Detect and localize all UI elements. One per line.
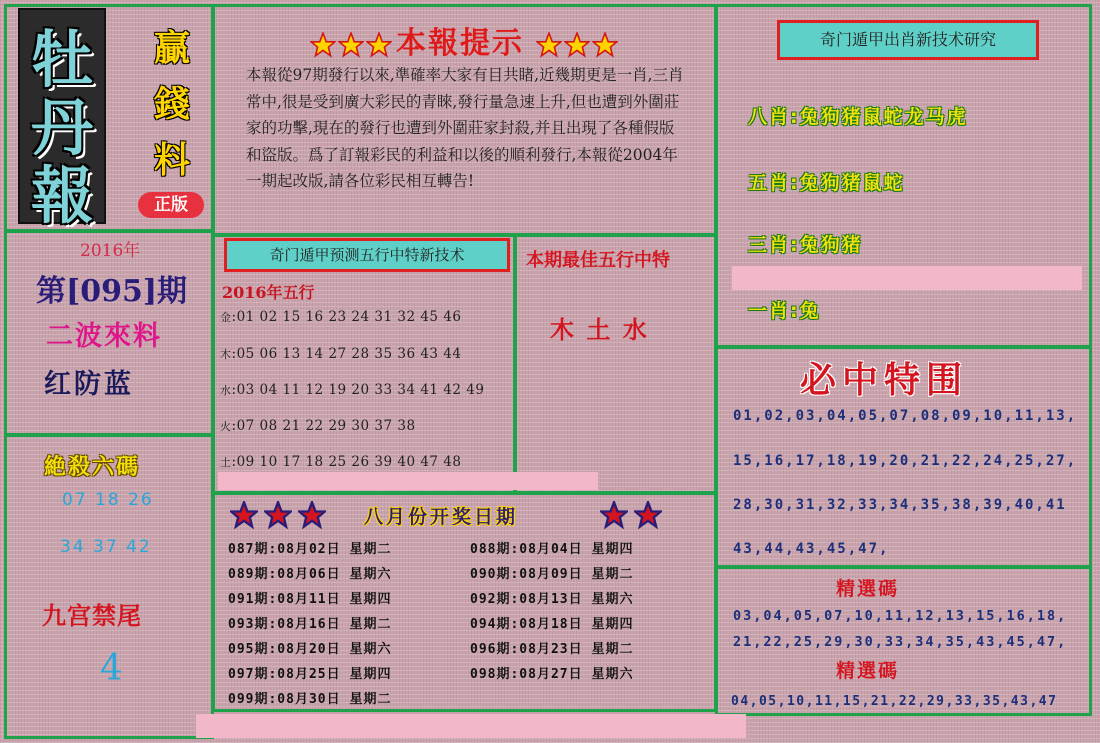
draw-date: 093期:08月16日 星期二 — [228, 617, 392, 632]
selected-line: 03,04,05,07,10,11,12,13,15,16,18, — [733, 608, 1068, 624]
wuxing-row-fire: 火:07 08 21 22 29 30 37 38 — [220, 418, 416, 434]
wuxing-numbers: 01 02 15 16 23 24 31 32 45 46 — [236, 309, 462, 325]
pink-strip — [218, 472, 598, 490]
star-icon — [338, 32, 364, 58]
draw-date: 094期:08月18日 星期四 — [470, 617, 634, 632]
selected-title-1: 精選碼 — [836, 578, 900, 600]
palace-digit: 4 — [100, 648, 123, 689]
logo-char-3: 報 — [30, 159, 93, 232]
wave-pick: 红防蓝 — [44, 369, 134, 400]
special-line: 43,44,43,45,47, — [733, 541, 890, 557]
wuxing-row-water: 水:03 04 11 12 19 20 33 34 41 42 49 — [220, 382, 485, 398]
side-char-1: 贏 — [153, 27, 190, 69]
star-icon — [592, 32, 618, 58]
star-icon — [230, 501, 258, 529]
zodiac-one: 一肖:兔 — [748, 300, 821, 322]
special-line: 01,02,03,04,05,07,08,09,10,11,13, — [733, 408, 1078, 424]
wuxing-element: 金 — [220, 311, 232, 324]
notice-title-row — [310, 18, 620, 62]
wuxing-numbers: 03 04 11 12 19 20 33 34 41 42 49 — [236, 382, 485, 398]
palace-title: 九宫禁尾 — [42, 602, 142, 630]
wuxing-numbers: 09 10 17 18 25 26 39 40 47 48 — [236, 454, 462, 470]
wuxing-numbers: 07 08 21 22 29 30 37 38 — [236, 418, 416, 434]
wuxing-element: 水 — [220, 384, 232, 397]
year-label: 2016年 — [80, 241, 141, 261]
best-wuxing-pick: 木 土 水 — [550, 315, 649, 344]
logo-char-2: 丹 — [30, 91, 93, 164]
draw-date: 097期:08月25日 星期四 — [228, 667, 392, 682]
notice-body: 本報從97期發行以來,準確率大家有目共睹,近幾期更是一肖,三肖常中,很是受到廣大彩民的青睞,發行量急速上升,但也遭到外圍莊家的功擊,現在的發行也遭到外圍莊家封殺,并且出現了各種假版和盜版。爲了訂報彩民的利益和以後的順利發行,本報從2004年一期起改版,請各位彩民相互轉告! — [246, 66, 684, 190]
genuine-badge: 正版 — [138, 192, 204, 218]
star-icon — [310, 32, 336, 58]
star-icon — [600, 501, 628, 529]
draw-date: 089期:08月06日 星期六 — [228, 567, 392, 582]
star-icon — [366, 32, 392, 58]
wuxing-element: 火 — [220, 420, 232, 433]
wuxing-year-label: 2016年五行 — [222, 283, 315, 302]
zodiac-three: 三肖:兔狗猪 — [748, 234, 863, 256]
panel-best — [514, 234, 717, 494]
logo — [18, 8, 106, 232]
draw-date: 088期:08月04日 星期四 — [470, 542, 634, 557]
zodiac-five: 五肖:兔狗猪鼠蛇 — [748, 172, 905, 194]
notice-title: 本報提示 — [396, 26, 524, 61]
selected-title-2: 精選碼 — [836, 660, 900, 682]
star-icon — [536, 32, 562, 58]
wuxing-numbers: 05 06 13 14 27 28 35 36 43 44 — [236, 346, 462, 362]
star-icon — [634, 501, 662, 529]
pink-strip — [196, 714, 746, 738]
draw-date: 099期:08月30日 星期二 — [228, 692, 392, 707]
kill-numbers-1: 07 18 26 — [62, 490, 154, 510]
best-wuxing-title: 本期最佳五行中特 — [526, 250, 670, 271]
special-title: 必中特围 — [800, 359, 969, 401]
kill-title: 絶殺六碼 — [44, 455, 141, 480]
draw-date: 087期:08月02日 星期二 — [228, 542, 392, 557]
draw-date: 095期:08月20日 星期六 — [228, 642, 392, 657]
selected-line: 04,05,10,11,15,21,22,29,33,35,43,47 — [731, 694, 1058, 709]
draw-date: 098期:08月27日 星期六 — [470, 667, 634, 682]
wuxing-tech-title: 奇门遁甲预测五行中特新技术 — [224, 238, 510, 272]
draw-date: 096期:08月23日 星期二 — [470, 642, 634, 657]
selected-line: 21,22,25,29,30,33,34,35,43,45,47, — [733, 634, 1068, 650]
star-icon — [564, 32, 590, 58]
star-icon — [298, 501, 326, 529]
side-char-2: 錢 — [153, 83, 190, 125]
issue-number: 第[095]期 — [36, 274, 188, 309]
logo-char-1: 牡 — [30, 23, 93, 96]
wave-title: 二波來料 — [46, 321, 162, 352]
draw-date: 091期:08月11日 星期四 — [228, 592, 392, 607]
draw-date: 092期:08月13日 星期六 — [470, 592, 634, 607]
kill-numbers-2: 34 37 42 — [60, 537, 152, 557]
zodiac-tech-title: 奇门遁甲出肖新技术研究 — [777, 20, 1039, 60]
pink-strip — [732, 266, 1082, 290]
wuxing-row-metal: 金:01 02 15 16 23 24 31 32 45 46 — [220, 309, 462, 325]
special-line: 28,30,31,32,33,34,35,38,39,40,41 — [733, 497, 1067, 513]
draw-date: 090期:08月09日 星期二 — [470, 567, 634, 582]
special-line: 15,16,17,18,19,20,21,22,24,25,27, — [733, 453, 1078, 469]
wuxing-element: 木 — [220, 348, 232, 361]
wuxing-element: 土 — [220, 456, 232, 469]
wuxing-row-wood: 木:05 06 13 14 27 28 35 36 43 44 — [220, 346, 462, 362]
wuxing-row-earth: 土:09 10 17 18 25 26 39 40 47 48 — [220, 454, 462, 470]
zodiac-eight: 八肖:兔狗猪鼠蛇龙马虎 — [748, 106, 968, 128]
star-icon — [264, 501, 292, 529]
side-char-3: 料 — [153, 139, 190, 181]
schedule-title: 八月份开奖日期 — [364, 506, 519, 528]
